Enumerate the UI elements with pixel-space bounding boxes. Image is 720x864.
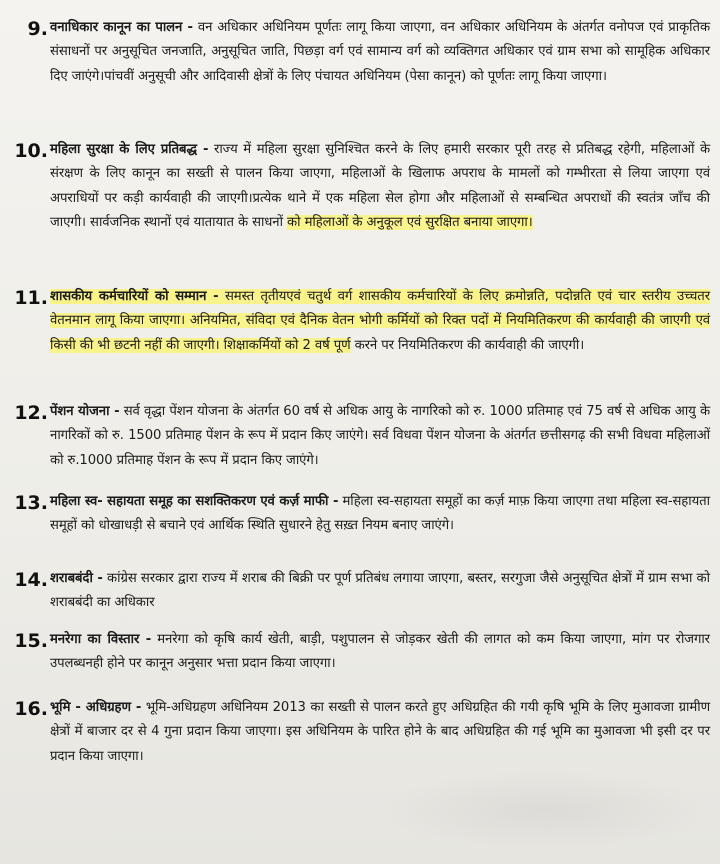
item-body xyxy=(50,400,710,473)
item-text: वन अधिकार अधिनियम पूर्णतः लागू किया जाएगा, वन अधिकार अधिनियम के अंतर्गत वनोपज एवं प्राकृतिक संसाधनों पर अनुसूचित जनजाति, अनुसूचित जाति, पिछड़ा वर्ग एवं सामान्य वर्ग को व्यक्तिगत अधिकार एवं ग्राम सभा को सामूहिक अधिकार दिए जाएंगे।पांचवीं अनुसूची और आदिवासी क्षेत्रों के लिए पंचायत अधिनियम (पेसा कानून) को पूर्णतः लागू किया जाएगा। xyxy=(50,20,710,84)
item-heading: वनाधिकार कानून का पालन - xyxy=(50,20,193,35)
item-body xyxy=(50,138,710,236)
item-body xyxy=(50,285,710,358)
item-number: 15. xyxy=(14,630,48,652)
item-body xyxy=(50,16,710,89)
item-number: 12. xyxy=(14,402,48,424)
item-body xyxy=(50,696,710,769)
highlighted-text: समस्त तृतीयएवं चतुर्थ वर्ग शासकीय कर्मचारियों के लिए क्रमोन्नति, पदोन्नति एवं चार स्तरीय उच्चतर वेतनमान लागू किया जाएगा। अनियमित, संविदा एवं दैनिक वेतन भोगी कर्मियों को रिक्त पदों में नियमितिकरण की कार्यवाही की जाएगी एवं किसी की भी छटनी नहीं की जाएगी। शिक्षाकर्मियों को 2 वर्ष पूर्ण xyxy=(50,289,710,353)
item-text: महिला स्व-सहायता समूहों का कर्ज़ माफ़ किया जाएगा तथा महिला स्व-सहायता समूहों को धोखाधड़ी से बचाने एवं आर्थिक स्थिति सुधारने हेतु सख़्त नियम बनाए जाएंगे। xyxy=(50,494,710,534)
item-text: करने पर नियमितिकरण की कार्यवाही की जाएगी। xyxy=(350,337,585,353)
item-number: 11. xyxy=(14,287,48,309)
item-heading: महिला सुरक्षा के लिए प्रतिबद्ध - xyxy=(50,142,209,157)
item-number: 16. xyxy=(14,698,48,720)
item-heading: शासकीय कर्मचारियों को सम्मान - xyxy=(50,289,219,304)
item-heading: महिला स्व- सहायता समूह का सशक्तिकरण एवं कर्ज़ माफी - xyxy=(50,494,339,509)
highlighted-text: को महिलाओं के अनुकूल एवं सुरक्षित बनाया जाएगा। xyxy=(287,215,533,231)
item-number: 13. xyxy=(14,492,48,514)
item-text: सर्व वृद्धा पेंशन योजना के अंतर्गत 60 वर्ष से अधिक आयु के नागरिको को रु. 1000 प्रतिमाह एवं 75 वर्ष से अधिक आयु के नागरिकों को रु. 1500 प्रतिमाह पेंशन के रूप में प्रदान किए जाएंगे। सर्व विधवा पेंशन योजना के अंतर्गत छत्तीसगढ़ की सभी विधवा महिलाओं को रु.1000 प्रतिमाह पेंशन के रूप में प्रदान किए जाएंगे। xyxy=(50,404,711,468)
item-number: 10. xyxy=(14,140,48,162)
item-text: राज्य में महिला सुरक्षा सुनिश्चित करने के लिए हमारी सरकार पूरी तरह से प्रतिबद्ध रहेगी, महिलाओं के संरक्षण के लिए कानून का सख्ती से पालन किया जाएगा, महिलाओं के खिलाफ अपराध के मामलों को गम्भीरता से लिया जाएगा एवं अपराधियों पर कड़ी कार्यवाही की जाएगी।प्रत्येक थाने में एक महिला सेल होगा और महिलाओं से सम्बन्धित अपराधों की स्वतंत्र जाँच की जाएगी। सार्वजनिक स्थानों एवं यातायात के साधनों xyxy=(50,142,711,231)
item-body xyxy=(50,567,710,616)
item-heading: पेंशन योजना - xyxy=(50,404,120,419)
item-heading: शराबबंदी - xyxy=(50,571,103,586)
item-text: भूमि-अधिग्रहण अधिनियम 2013 का सख्ती से पालन करते हुए अधिग्रहित की गयी कृषि भूमि के लिए मुआवजा ग्रामीण क्षेत्रों में बाजार दर से 4 गुना प्रदान किया जाएगा। इस अधिनियम के पारित होने के बाद अधिग्रहित की गई भूमि का मुआवजा भी इसी दर पर प्रदान किया जाएगा। xyxy=(50,700,710,764)
item-number: 9. xyxy=(27,18,48,40)
paper-smudge xyxy=(380,770,710,850)
item-body xyxy=(50,490,710,539)
item-heading: मनरेगा का विस्तार - xyxy=(50,632,152,647)
item-body xyxy=(50,628,710,677)
item-heading: भूमि - अधिग्रहण - xyxy=(50,700,142,715)
item-text: कांग्रेस सरकार द्वारा राज्य में शराब की बिक्री पर पूर्ण प्रतिबंध लगाया जाएगा, बस्तर, सरगुजा जैसे अनुसूचित क्षेत्रों में ग्राम सभा को शराबबंदी का अधिकार xyxy=(50,571,710,611)
item-number: 14. xyxy=(14,569,48,591)
item-text: मनरेगा को कृषि कार्य खेती, बाड़ी, पशुपालन से जोड़कर खेती की लागत को कम किया जाएगा, मांग पर रोजगार उपलब्धनही होने पर कानून अनुसार भत्ता प्रदान किया जाएगा। xyxy=(50,632,710,672)
